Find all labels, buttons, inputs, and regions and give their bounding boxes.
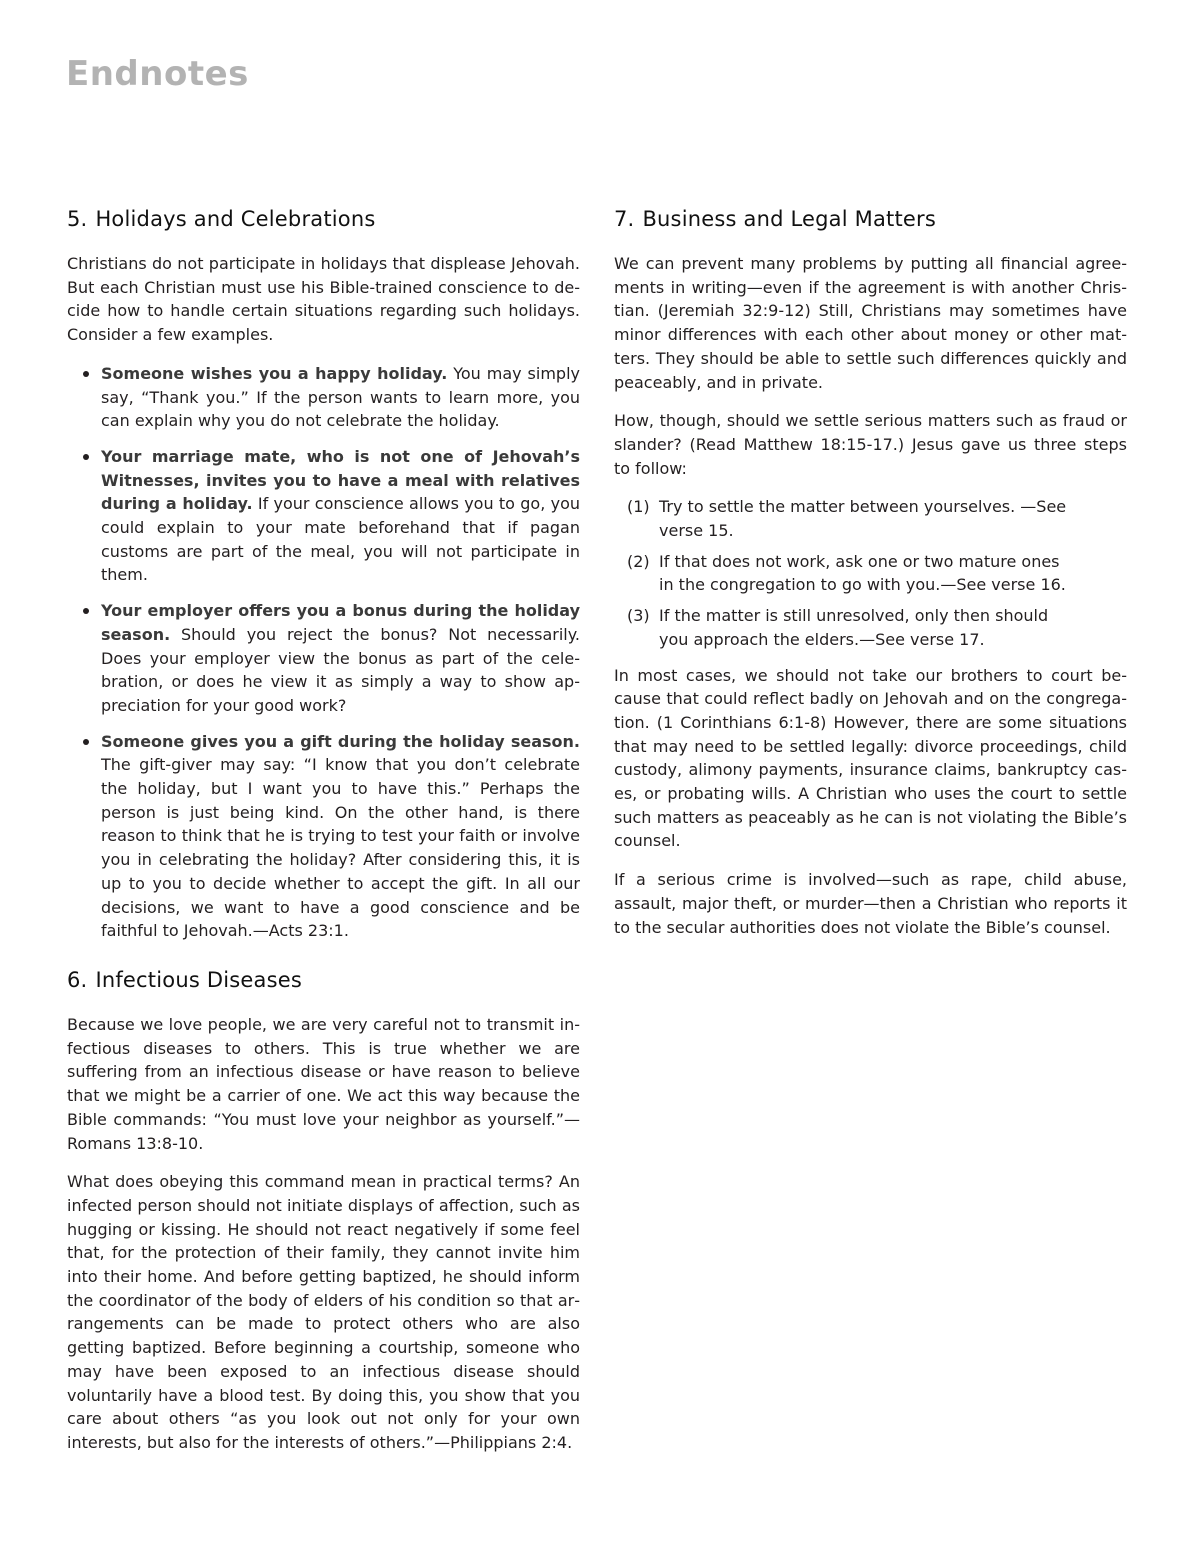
list-item — [83, 362, 580, 433]
step-text: If that does not work, ask one or two mature ones in the congregation to go with you.—See verse 16. — [659, 551, 1066, 595]
bullet-lead: Someone gives you a gift during the holiday season. — [101, 731, 580, 751]
list-item — [83, 730, 580, 943]
paragraph: If a serious crime is involved—such as rape, child abuse, assault, major theft, or murder—then a Christian who reports it to the secular authorities does not violate the Bible’s counsel. — [614, 870, 1127, 937]
steps-list — [627, 495, 1067, 651]
bullet-text: You may simply say, “Thank you.” If the person wants to learn more, you can explain why you do not celebrate the holiday. — [101, 363, 580, 431]
step-text: Try to settle the matter between yourselves. —See verse 15. — [659, 497, 1067, 541]
bullet-icon — [83, 371, 89, 377]
section-number: 6. — [67, 967, 88, 992]
paragraph: In most cases, we should not take our brothers to court because that could reflect badly on Jehovah and on the congregation. (1 Corinthians 6:1-8) However, there are some situations that may need to be settled legally: divorce proceedings, child custody, alimony payments, insurance claims, bankruptcy cases, or probating wills. A Christian who uses the court to settle such matters as peaceably as he can is not violating the Bible’s counsel. — [614, 665, 1127, 851]
section-title: Business and Legal Matters — [642, 207, 937, 231]
bullet-lead: Your employer offers you a bonus during the holiday season. — [101, 601, 580, 644]
step-number: (3) — [627, 606, 650, 626]
paragraph: How, though, should we settle serious matters such as fraud or slander? (Read Matthew 18:15-17.) Jesus gave us three steps to follow: — [614, 411, 1127, 478]
paragraph: What does obeying this command mean in practical terms? An infected person should not initiate displays of affection, such as hugging or kissing. He should not react negatively if some feel that, for the protection of their family, they cannot invite him into their home. And before getting baptized, he should inform the coordinator of the body of elders of his condition so that arrangements can be made to protect others who are also getting baptized. Before beginning a courtship, someone who may have been exposed to an infectious disease should voluntarily have a blood test. By doing this, you show that you care about others “as you look out not only for your own interests, but also for the interests of others.”—Philippians 2:4. — [67, 1172, 580, 1452]
list-item — [83, 445, 580, 587]
bullet-lead: Your marriage mate, who is not one of Jehovah’s Witnesses, invites you to have a meal with relatives during a holiday. — [101, 446, 580, 514]
left-column — [67, 204, 580, 1470]
section-title: Holidays and Celebrations — [95, 207, 376, 231]
step-number: (1) — [627, 497, 650, 517]
paragraph: Christians do not participate in holidays that displease Jehovah. But each Christian must use his Bible-trained conscience to decide how to handle certain situations regarding such holidays. Consider a few examples. — [67, 254, 580, 345]
section-heading — [67, 204, 580, 234]
section-holidays — [67, 204, 580, 943]
step-item — [627, 495, 1067, 542]
bullet-icon — [83, 739, 89, 745]
page-title: Endnotes — [66, 54, 249, 94]
bullet-icon — [83, 608, 89, 614]
step-item — [627, 604, 1067, 651]
section-business-legal — [614, 204, 1127, 939]
paragraph: We can prevent many problems by putting all financial agreements in writing—even if the agreement is with another Christian. (Jeremiah 32:9-12) Still, Christians may sometimes have minor differences with each other about money or other matters. They should be able to settle such differences quickly and peaceably, and in private. — [614, 254, 1127, 392]
examples-list — [83, 362, 580, 943]
section-infectious-diseases — [67, 965, 580, 1455]
list-item — [83, 599, 580, 718]
section-heading — [67, 965, 580, 995]
bullet-text: If your conscience allows you to go, you could explain to your mate beforehand that if pagan customs are part of the meal, you will not participate in them. — [101, 494, 580, 585]
bullet-text: The gift-giver may say: “I know that you don’t celebrate the holiday, but I want you to have this.” Perhaps the person is just being kind. On the other hand, is there reason to think that he is trying to test your faith or involve you in celebrating the holiday? After considering this, it is up to you to decide whether to accept the gift. In all our decisions, we want to have a good conscience and be faithful to Jehovah.—Acts 23:1. — [101, 755, 580, 941]
step-text: If the matter is still unresolved, only then should you approach the elders.—See verse 17. — [659, 606, 1049, 649]
section-heading — [614, 204, 1127, 234]
right-column — [614, 204, 1127, 954]
bullet-icon — [83, 454, 89, 460]
bullet-lead: Someone wishes you a happy holiday. — [101, 363, 448, 383]
bullet-text: Should you reject the bonus? Not necessarily. Does your employer view the bonus as part of the celebration, or does he view it as simply a way to show appreciation for your good work? — [101, 624, 580, 715]
step-item — [627, 550, 1067, 597]
section-number: 5. — [67, 207, 88, 231]
section-number: 7. — [614, 207, 635, 231]
section-title: Infectious Diseases — [95, 967, 302, 992]
paragraph: Because we love people, we are very careful not to transmit infectious diseases to others. This is true whether we are suffering from an infectious disease or have reason to believe that we might be a carrier of one. We act this way because the Bible commands: “You must love your neighbor as yourself.”—Romans 13:8-10. — [67, 1014, 580, 1153]
step-number: (2) — [627, 551, 650, 571]
